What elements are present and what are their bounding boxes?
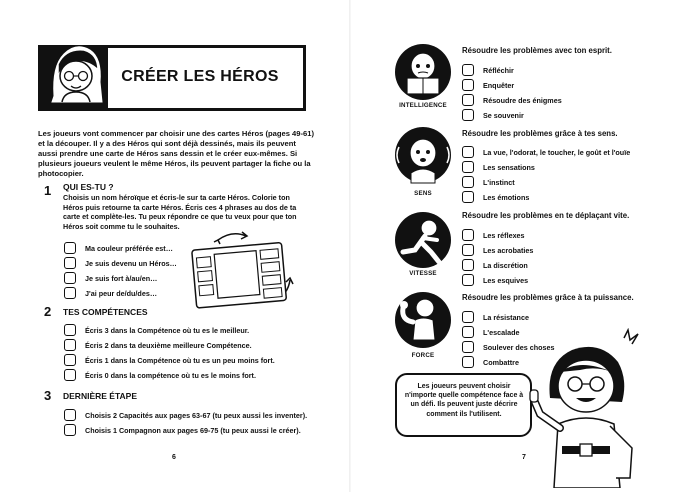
ability-item[interactable] (462, 272, 528, 288)
step-1-item[interactable] (64, 285, 157, 301)
checkbox[interactable] (64, 339, 76, 351)
checkbox[interactable] (462, 79, 474, 91)
checkbox[interactable] (462, 191, 474, 203)
step-1-item[interactable] (64, 255, 177, 271)
hero-card-illustration (188, 230, 296, 312)
checkbox[interactable] (462, 356, 474, 368)
ability-item[interactable] (462, 144, 630, 160)
ability-item[interactable] (462, 242, 533, 258)
checkbox[interactable] (462, 326, 474, 338)
checkbox[interactable] (64, 424, 76, 436)
checkbox-label: Se souvenir (483, 110, 524, 120)
checkbox-label: Les esquives (483, 275, 529, 285)
checkbox-label: L'escalade (483, 327, 520, 337)
hero-portrait-illustration (44, 36, 108, 106)
speech-bubble-text: Les joueurs peuvent choisir n'importe quelle compétence face à un défi. Ils peuvent juste décrire comment ils l'utilisent. (404, 383, 524, 418)
ability-item[interactable] (462, 62, 514, 78)
checkbox-label: Écris 2 dans ta deuxième meilleure Compétence. (85, 340, 252, 350)
force-icon (393, 290, 453, 354)
ability-label: SENS (414, 190, 432, 197)
checkbox-label: Je suis fort à/au/en… (85, 273, 158, 283)
checkbox-label: Les réflexes (483, 230, 525, 240)
checkbox[interactable] (64, 242, 76, 254)
ability-item[interactable] (462, 324, 519, 340)
step-2-title: TES COMPÉTENCES (63, 307, 148, 317)
ability-item[interactable] (462, 354, 519, 370)
checkbox[interactable] (462, 274, 474, 286)
intelligence-icon (393, 42, 453, 106)
checkbox[interactable] (462, 311, 474, 323)
step-1-title: QUI ES-TU ? (63, 182, 114, 192)
ability-item[interactable] (462, 107, 524, 123)
step-3-item[interactable] (64, 407, 307, 423)
checkbox-label: Choisis 2 Capacités aux pages 63-67 (tu peux aussi les inventer). (85, 410, 308, 420)
checkbox[interactable] (64, 324, 76, 336)
step-2-item[interactable] (64, 352, 275, 368)
step-1-number: 1 (44, 183, 52, 198)
checkbox-label: J'ai peur de/du/des… (85, 288, 158, 298)
checkbox-label: Résoudre des énigmes (483, 95, 562, 105)
checkbox[interactable] (64, 287, 76, 299)
checkbox[interactable] (64, 257, 76, 269)
step-3-number: 3 (44, 388, 52, 403)
ability-label: VITESSE (409, 270, 437, 277)
ability-item[interactable] (462, 92, 562, 108)
checkbox[interactable] (462, 146, 474, 158)
checkbox[interactable] (462, 259, 474, 271)
checkbox-label: La discrétion (483, 260, 528, 270)
ability-item[interactable] (462, 174, 515, 190)
ability-title: Résoudre les problèmes avec ton esprit. (462, 46, 612, 55)
checkbox-label: Ma couleur préférée est… (85, 243, 173, 253)
checkbox-label: Les acrobaties (483, 245, 534, 255)
checkbox-label: Réfléchir (483, 65, 514, 75)
ability-item[interactable] (462, 257, 528, 273)
step-2-item[interactable] (64, 337, 252, 353)
checkbox[interactable] (462, 94, 474, 106)
checkbox[interactable] (462, 176, 474, 188)
checkbox[interactable] (462, 109, 474, 121)
checkbox[interactable] (462, 244, 474, 256)
checkbox-label: Écris 0 dans la compétence où tu es le moins fort. (85, 370, 256, 380)
ability-title: Résoudre les problèmes en te déplaçant vite. (462, 211, 630, 220)
checkbox-label: Les sensations (483, 162, 535, 172)
page-title: CRÉER LES HÉROS (121, 68, 279, 85)
intro-paragraph: Les joueurs vont commencer par choisir une des cartes Héros (pages 49-61) et la découper. Il y a des Héros qui sont déjà dessinés, mais ils peuvent aussi prendre une carte de Héros sans dessin et le créer eux-mêmes. Si plusieurs joueurs veulent le même Héros, ils peuvent partager la fiche ou la photocopier. (38, 129, 315, 178)
checkbox-label: Écris 1 dans la Compétence où tu es un peu moins fort. (85, 355, 275, 365)
ability-item[interactable] (462, 77, 514, 93)
ability-item[interactable] (462, 227, 525, 243)
step-3-item[interactable] (64, 422, 301, 438)
step-1-text: Choisis un nom héroïque et écris-le sur ta carte Héros. Colorie ton Héros puis retourne ta carte Héros. Écris ces 4 phrases au dos de ta carte et complète-les. Tu peux répondre ce que tu veux pour que ton Héros soit comme tu le souhaites. (63, 193, 297, 231)
checkbox-label: La vue, l'odorat, le toucher, le goût et l'ouïe (483, 147, 631, 157)
page-number-left: 6 (172, 454, 176, 461)
checkbox[interactable] (462, 64, 474, 76)
step-1-item[interactable] (64, 240, 173, 256)
checkbox-label: Je suis devenu un Héros… (85, 258, 177, 268)
ability-label: INTELLIGENCE (399, 102, 447, 109)
checkbox-label: Combattre (483, 357, 519, 367)
checkbox[interactable] (64, 354, 76, 366)
ability-label: FORCE (411, 352, 435, 359)
checkbox-label: L'instinct (483, 177, 515, 187)
step-2-item[interactable] (64, 367, 256, 383)
sens-icon (393, 125, 453, 189)
ability-item[interactable] (462, 309, 529, 325)
ability-title: Résoudre les problèmes grâce à ta puissance. (462, 293, 634, 302)
checkbox[interactable] (462, 229, 474, 241)
checkbox[interactable] (64, 369, 76, 381)
hero-mascot-illustration (520, 328, 648, 488)
checkbox[interactable] (462, 341, 474, 353)
checkbox-label: Les émotions (483, 192, 530, 202)
step-3-title: DERNIÈRE ÉTAPE (63, 391, 137, 401)
checkbox-label: Soulever des choses (483, 342, 555, 352)
checkbox-label: Écris 3 dans la Compétence où tu es le meilleur. (85, 325, 250, 335)
checkbox-label: Enquêter (483, 80, 515, 90)
ability-item[interactable] (462, 159, 535, 175)
ability-item[interactable] (462, 189, 529, 205)
step-2-number: 2 (44, 304, 52, 319)
step-1-item[interactable] (64, 270, 157, 286)
step-2-item[interactable] (64, 322, 249, 338)
checkbox[interactable] (462, 161, 474, 173)
checkbox[interactable] (64, 409, 76, 421)
checkbox-label: La résistance (483, 312, 529, 322)
page-number-right: 7 (522, 454, 526, 461)
checkbox-label: Choisis 1 Compagnon aux pages 69-75 (tu peux aussi le créer). (85, 425, 301, 435)
checkbox[interactable] (64, 272, 76, 284)
vitesse-icon (393, 210, 453, 274)
ability-title: Résoudre les problèmes grâce à tes sens. (462, 129, 618, 138)
